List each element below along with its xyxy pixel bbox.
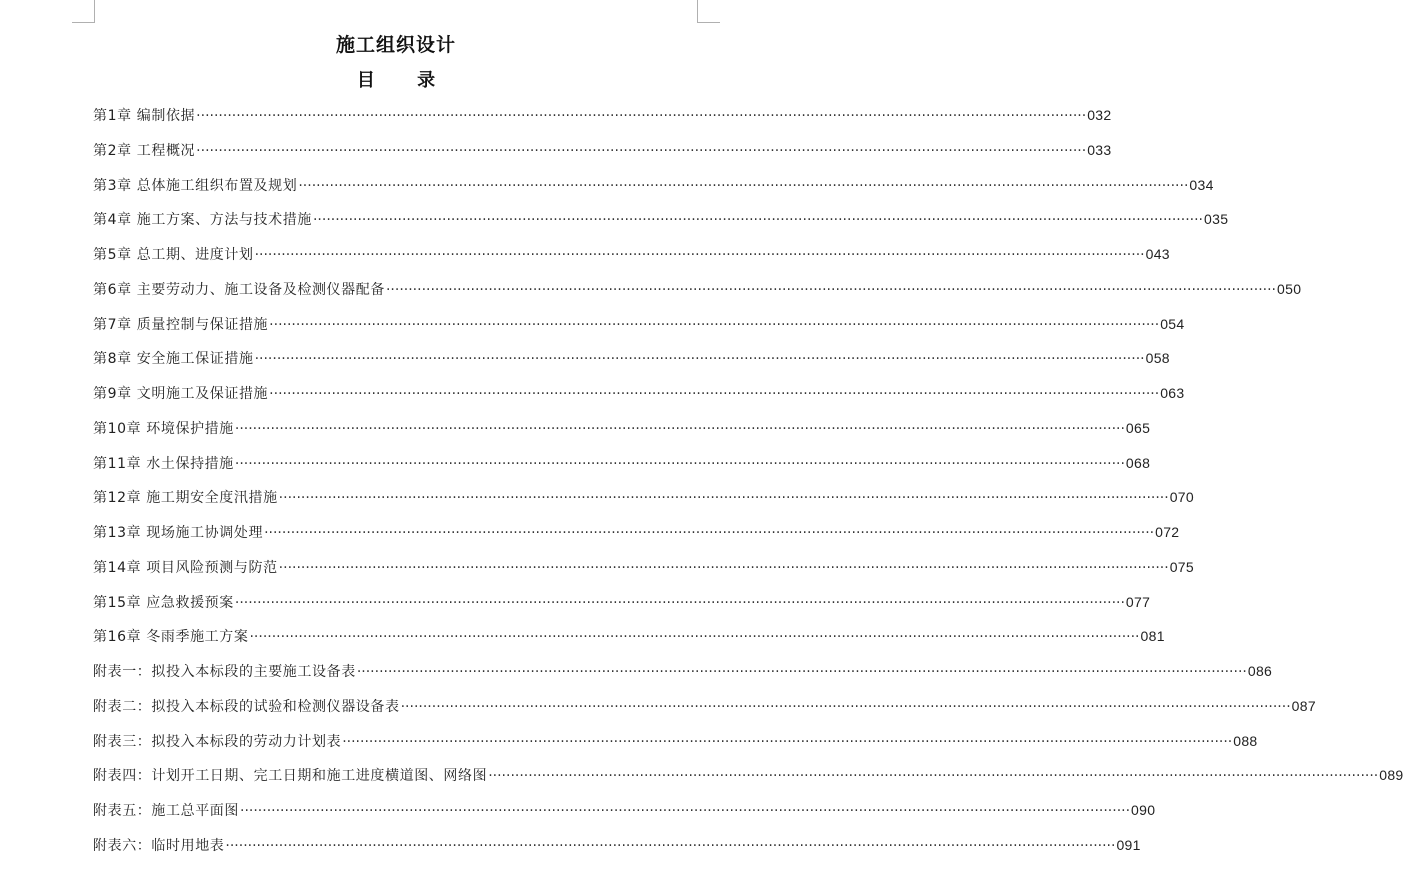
toc-dot-leader: ········································································································································································································ [278,490,1169,507]
toc-entry-label: 第4章 施工方案、方法与技术措施 [93,212,312,229]
toc-entry[interactable] [93,487,1194,522]
toc-dot-leader: ········································································································································································································ [269,316,1160,333]
toc-entry-label: 附表二：拟投入本标段的试验和检测仪器设备表 [93,698,400,715]
toc-entry-page-number: 091 [1116,836,1141,853]
toc-entry[interactable] [93,105,1112,140]
toc-entry-label: 附表四：计划开工日期、完工日期和施工进度横道图、网络图 [93,768,488,785]
toc-entry[interactable] [93,522,1180,557]
toc-dot-leader: ········································································································································································································ [225,837,1116,854]
toc-entry-page-number: 088 [1233,732,1258,749]
toc-dot-leader: ········································································································································································································ [385,281,1277,298]
toc-entry-label: 第6章 主要劳动力、施工设备及检测仪器配备 [93,281,385,298]
toc-entry-label: 第16章 冬雨季施工方案 [93,629,249,646]
toc-entry[interactable] [93,314,1185,349]
toc-entry-page-number: 058 [1145,350,1170,367]
toc-dot-leader: ········································································································································································································ [254,351,1145,368]
toc-entry-page-number: 075 [1169,558,1194,575]
toc-dot-leader: ········································································································································································································ [356,664,1247,680]
toc-entry-page-number: 089 [1379,767,1404,784]
toc-entry[interactable] [93,696,1316,731]
document-title: 施工组织设计 [335,34,456,56]
toc-dot-leader: ········································································································································································································ [249,629,1140,646]
toc-entry-label: 第8章 安全施工保证措施 [93,351,254,368]
toc-dot-leader: ········································································································································································································ [240,803,1131,819]
toc-entry-page-number: 050 [1277,280,1302,297]
toc-entry-label: 第9章 文明施工及保证措施 [93,386,269,402]
toc-entry-page-number: 086 [1247,663,1273,679]
toc-entry-label: 第12章 施工期安全度汛措施 [93,490,278,507]
toc-entry[interactable] [93,453,1151,488]
toc-entry-page-number: 081 [1140,628,1165,645]
toc-entry-label: 附表一：拟投入本标段的主要施工设备表 [93,664,356,680]
toc-entry-page-number: 065 [1125,419,1151,436]
toc-entry[interactable] [93,835,1141,870]
toc-dot-leader: ········································································································································································································ [254,247,1145,263]
toc-entry[interactable] [93,209,1229,244]
toc-entry[interactable] [93,661,1273,696]
toc-entry-page-number: 043 [1145,246,1170,262]
toc-entry[interactable] [93,765,1404,800]
toc-dot-leader: ········································································································································································································ [234,420,1125,437]
toc-entry[interactable] [93,279,1302,314]
toc-entry-label: 第10章 环境保护措施 [93,420,234,437]
toc-entry[interactable] [93,731,1258,766]
toc-dot-leader: ········································································································································································································ [342,733,1233,750]
toc-dot-leader: ········································································································································································································ [488,768,1379,785]
toc-entry-page-number: 087 [1291,697,1316,714]
toc-entry-label: 第15章 应急救援预案 [93,594,234,611]
toc-entry-page-number: 063 [1160,385,1185,401]
toc-entry-label: 第11章 水土保持措施 [93,455,234,472]
page-margin-corner-top-left [72,0,95,23]
toc-entry[interactable] [93,175,1214,210]
toc-dot-leader: ········································································································································································································ [278,559,1169,576]
toc-entry-label: 第13章 现场施工协调处理 [93,525,264,541]
toc-dot-leader: ········································································································································································································ [264,525,1155,541]
toc-entry[interactable] [93,557,1194,592]
toc-entry-page-number: 068 [1125,454,1151,471]
toc-entry[interactable] [93,348,1170,383]
toc-entry[interactable] [93,383,1185,418]
toc-entry[interactable] [93,626,1165,661]
toc-entry[interactable] [93,140,1112,175]
toc-entry[interactable] [93,418,1151,453]
toc-entry-label: 第14章 项目风险预测与防范 [93,559,278,576]
toc-entry-page-number: 035 [1204,211,1229,228]
toc-entry-page-number: 072 [1155,524,1180,540]
toc-entry-label: 附表六：临时用地表 [93,837,225,854]
toc-entry[interactable] [93,592,1151,627]
toc-entry-page-number: 054 [1160,315,1185,332]
toc-entry-page-number: 033 [1087,141,1112,158]
toc-entry-page-number: 070 [1169,489,1194,506]
toc-entry-label: 第7章 质量控制与保证措施 [93,316,269,333]
page-margin-corner-top-right [697,0,720,23]
toc-entry-page-number: 077 [1125,593,1151,610]
toc-dot-leader: ········································································································································································································ [269,386,1160,402]
toc-heading: 目 录 [356,70,454,91]
toc-entry-label: 附表三：拟投入本标段的劳动力计划表 [93,733,342,750]
toc-dot-leader: ········································································································································································································ [234,594,1125,611]
toc-entry-label: 第3章 总体施工组织布置及规划 [93,177,298,194]
toc-dot-leader: ········································································································································································································ [298,177,1189,194]
toc-entry-page-number: 032 [1087,107,1112,123]
toc-dot-leader: ········································································································································································································ [234,455,1125,472]
toc-dot-leader: ········································································································································································································ [312,212,1204,229]
toc-entry-page-number: 090 [1131,802,1156,818]
toc-entry-label: 第1章 编制依据 [93,108,196,124]
toc-dot-leader: ········································································································································································································ [400,698,1291,715]
toc-entry-label: 第5章 总工期、进度计划 [93,247,254,263]
toc-entry[interactable] [93,244,1170,279]
toc-entry-page-number: 034 [1189,176,1214,193]
toc-dot-leader: ········································································································································································································ [196,108,1087,124]
toc-entry-label: 附表五：施工总平面图 [93,803,239,819]
table-of-contents [93,105,1404,870]
toc-dot-leader: ········································································································································································································ [196,142,1087,159]
toc-entry-label: 第2章 工程概况 [93,142,196,159]
toc-entry[interactable] [93,800,1156,835]
